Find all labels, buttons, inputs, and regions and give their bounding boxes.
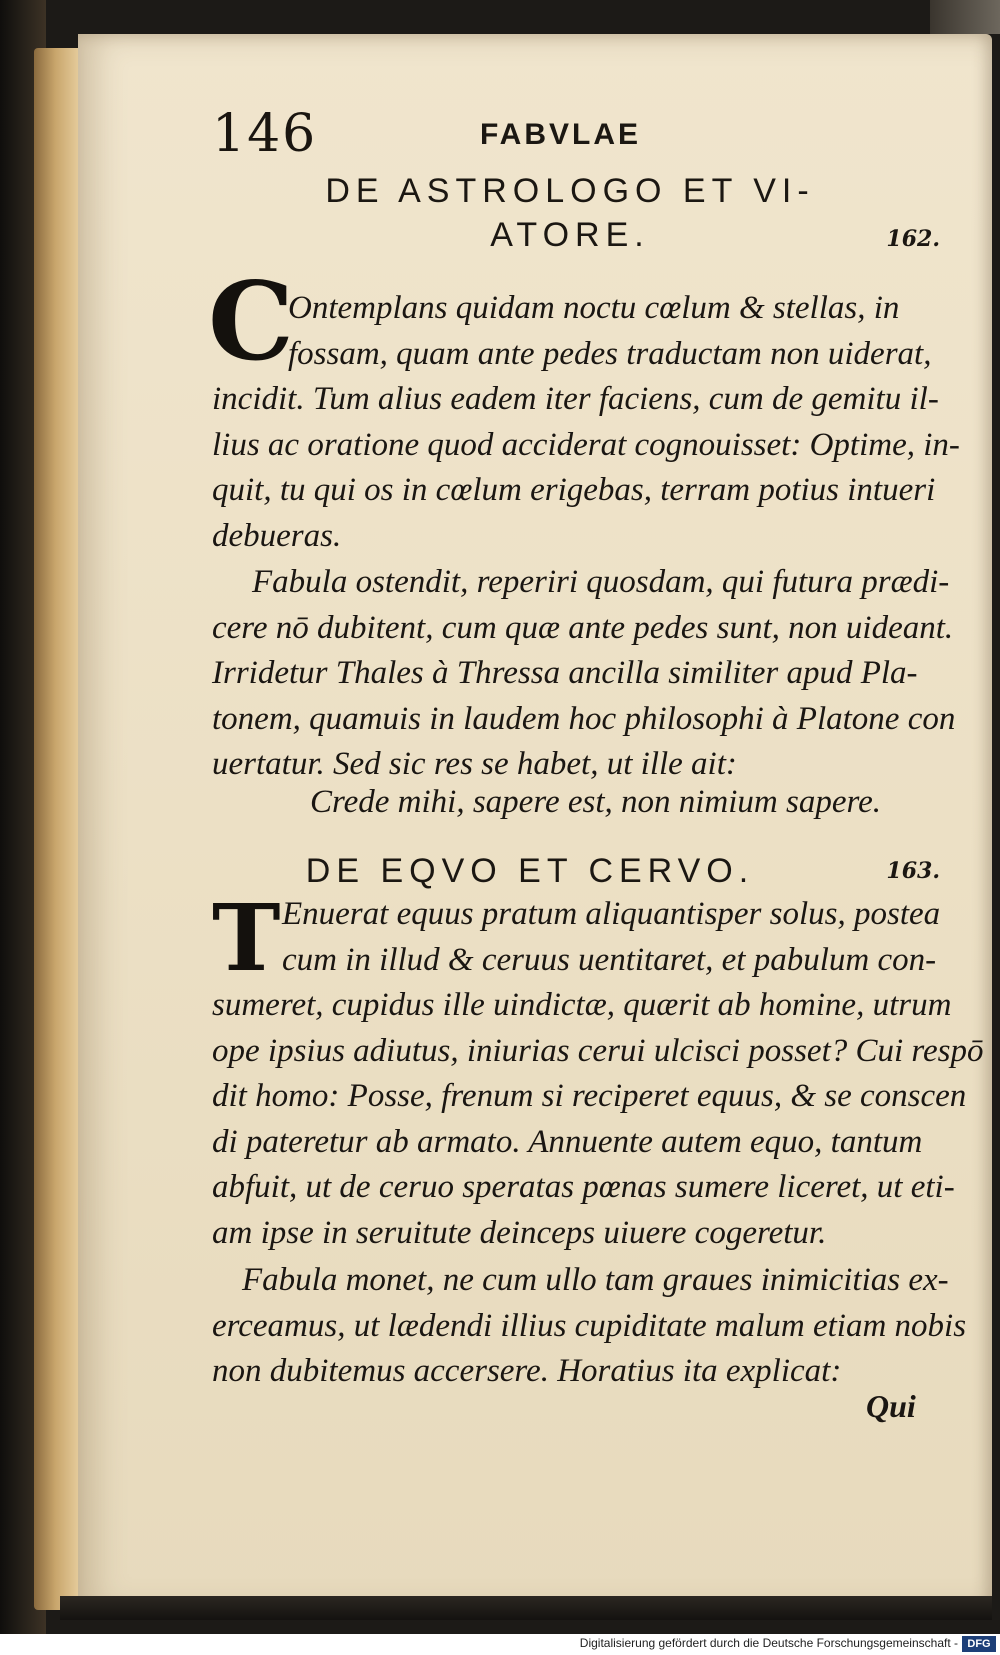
fable-1-moral [212,560,956,788]
fable-1-title-line-2: ATORE. [490,216,650,254]
text-line: di pateretur ab armato. Annuente autem equo, tantum [212,1123,923,1160]
fable-1-title-line-1: DE ASTROLOGO ET VI- [325,172,815,210]
text-line: uertatur. Sed sic res se habet, ut ille ait: [212,746,737,782]
text-line: debueras. [212,517,342,554]
funding-credit: Digitalisierung gefördert durch die Deutsche Forschungsgemeinschaft - [579,1636,958,1650]
text-line: Fabula monet, ne cum ullo tam graues inimicitias ex- [242,1262,949,1298]
text-line: tonem, quamuis in laudem hoc philosophi à Platone con [212,700,956,737]
text-line: sumeret, cupidus ille uindictæ, quærit ab homine, utrum [212,987,952,1023]
fable-1-number: 162. [886,226,940,252]
text-line: cere nō dubitent, cum quæ ante pedes sunt, non uideant. [212,609,954,646]
catchword: Qui [866,1388,916,1424]
book-cover-corner [930,0,1000,34]
text-line: am ipse in seruitute deinceps uiuere cogeretur. [212,1214,827,1251]
text-line: erceamus, ut lædendi illius cupiditate malum etiam nobis [212,1307,967,1344]
verse-quote: Crede mihi, sapere est, non nimium sapere. [310,784,882,820]
fable-2-title: DE EQVO ET CERVO. [305,852,755,890]
text-line: incidit. Tum alius eadem iter faciens, cum de gemitu il- [212,381,939,417]
text-line: Ontemplans quidam noctu cœlum & stellas, in [288,290,900,326]
text-line: Enuerat equus pratum aliquantisper solus, postea [282,896,941,932]
running-head: FABVLAE [480,118,642,151]
dfg-logo: DFG [962,1636,996,1652]
text-line: non dubitemus accersere. Horatius ita explicat: [212,1353,842,1389]
fable-1-body [212,286,960,559]
text-line: abfuit, ut de ceruo speratas pœnas sumere liceret, ut eti- [212,1169,955,1205]
text-line: dit homo: Posse, frenum si reciperet equus, & se conscen [212,1078,967,1114]
text-line: fossam, quam ante pedes traductam non uiderat, [288,335,932,372]
page-shadow [60,1596,992,1620]
text-line: cum in illud & ceruus uentitaret, et pabulum con- [282,941,937,978]
text-line: quit, tu qui os in cœlum erigebas, terram potius intueri [212,472,936,508]
text-line: Fabula ostendit, reperiri quosdam, qui futura prædi- [252,564,950,600]
text-line: ope ipsius adiutus, iniurias cerui ulcisci posset? Cui respō [212,1032,984,1069]
page-number: 146 [212,104,318,164]
drop-cap-t: T [212,884,281,992]
fable-2-moral [212,1258,967,1395]
fable-2-number: 163. [886,858,940,884]
text-line: lius ac oratione quod acciderat cognouisset: Optime, in- [212,426,960,463]
text-line: Irridetur Thales à Thressa ancilla similiter apud Pla- [212,655,918,691]
fable-2-body [212,884,984,1256]
drop-cap-c: C [208,259,294,385]
